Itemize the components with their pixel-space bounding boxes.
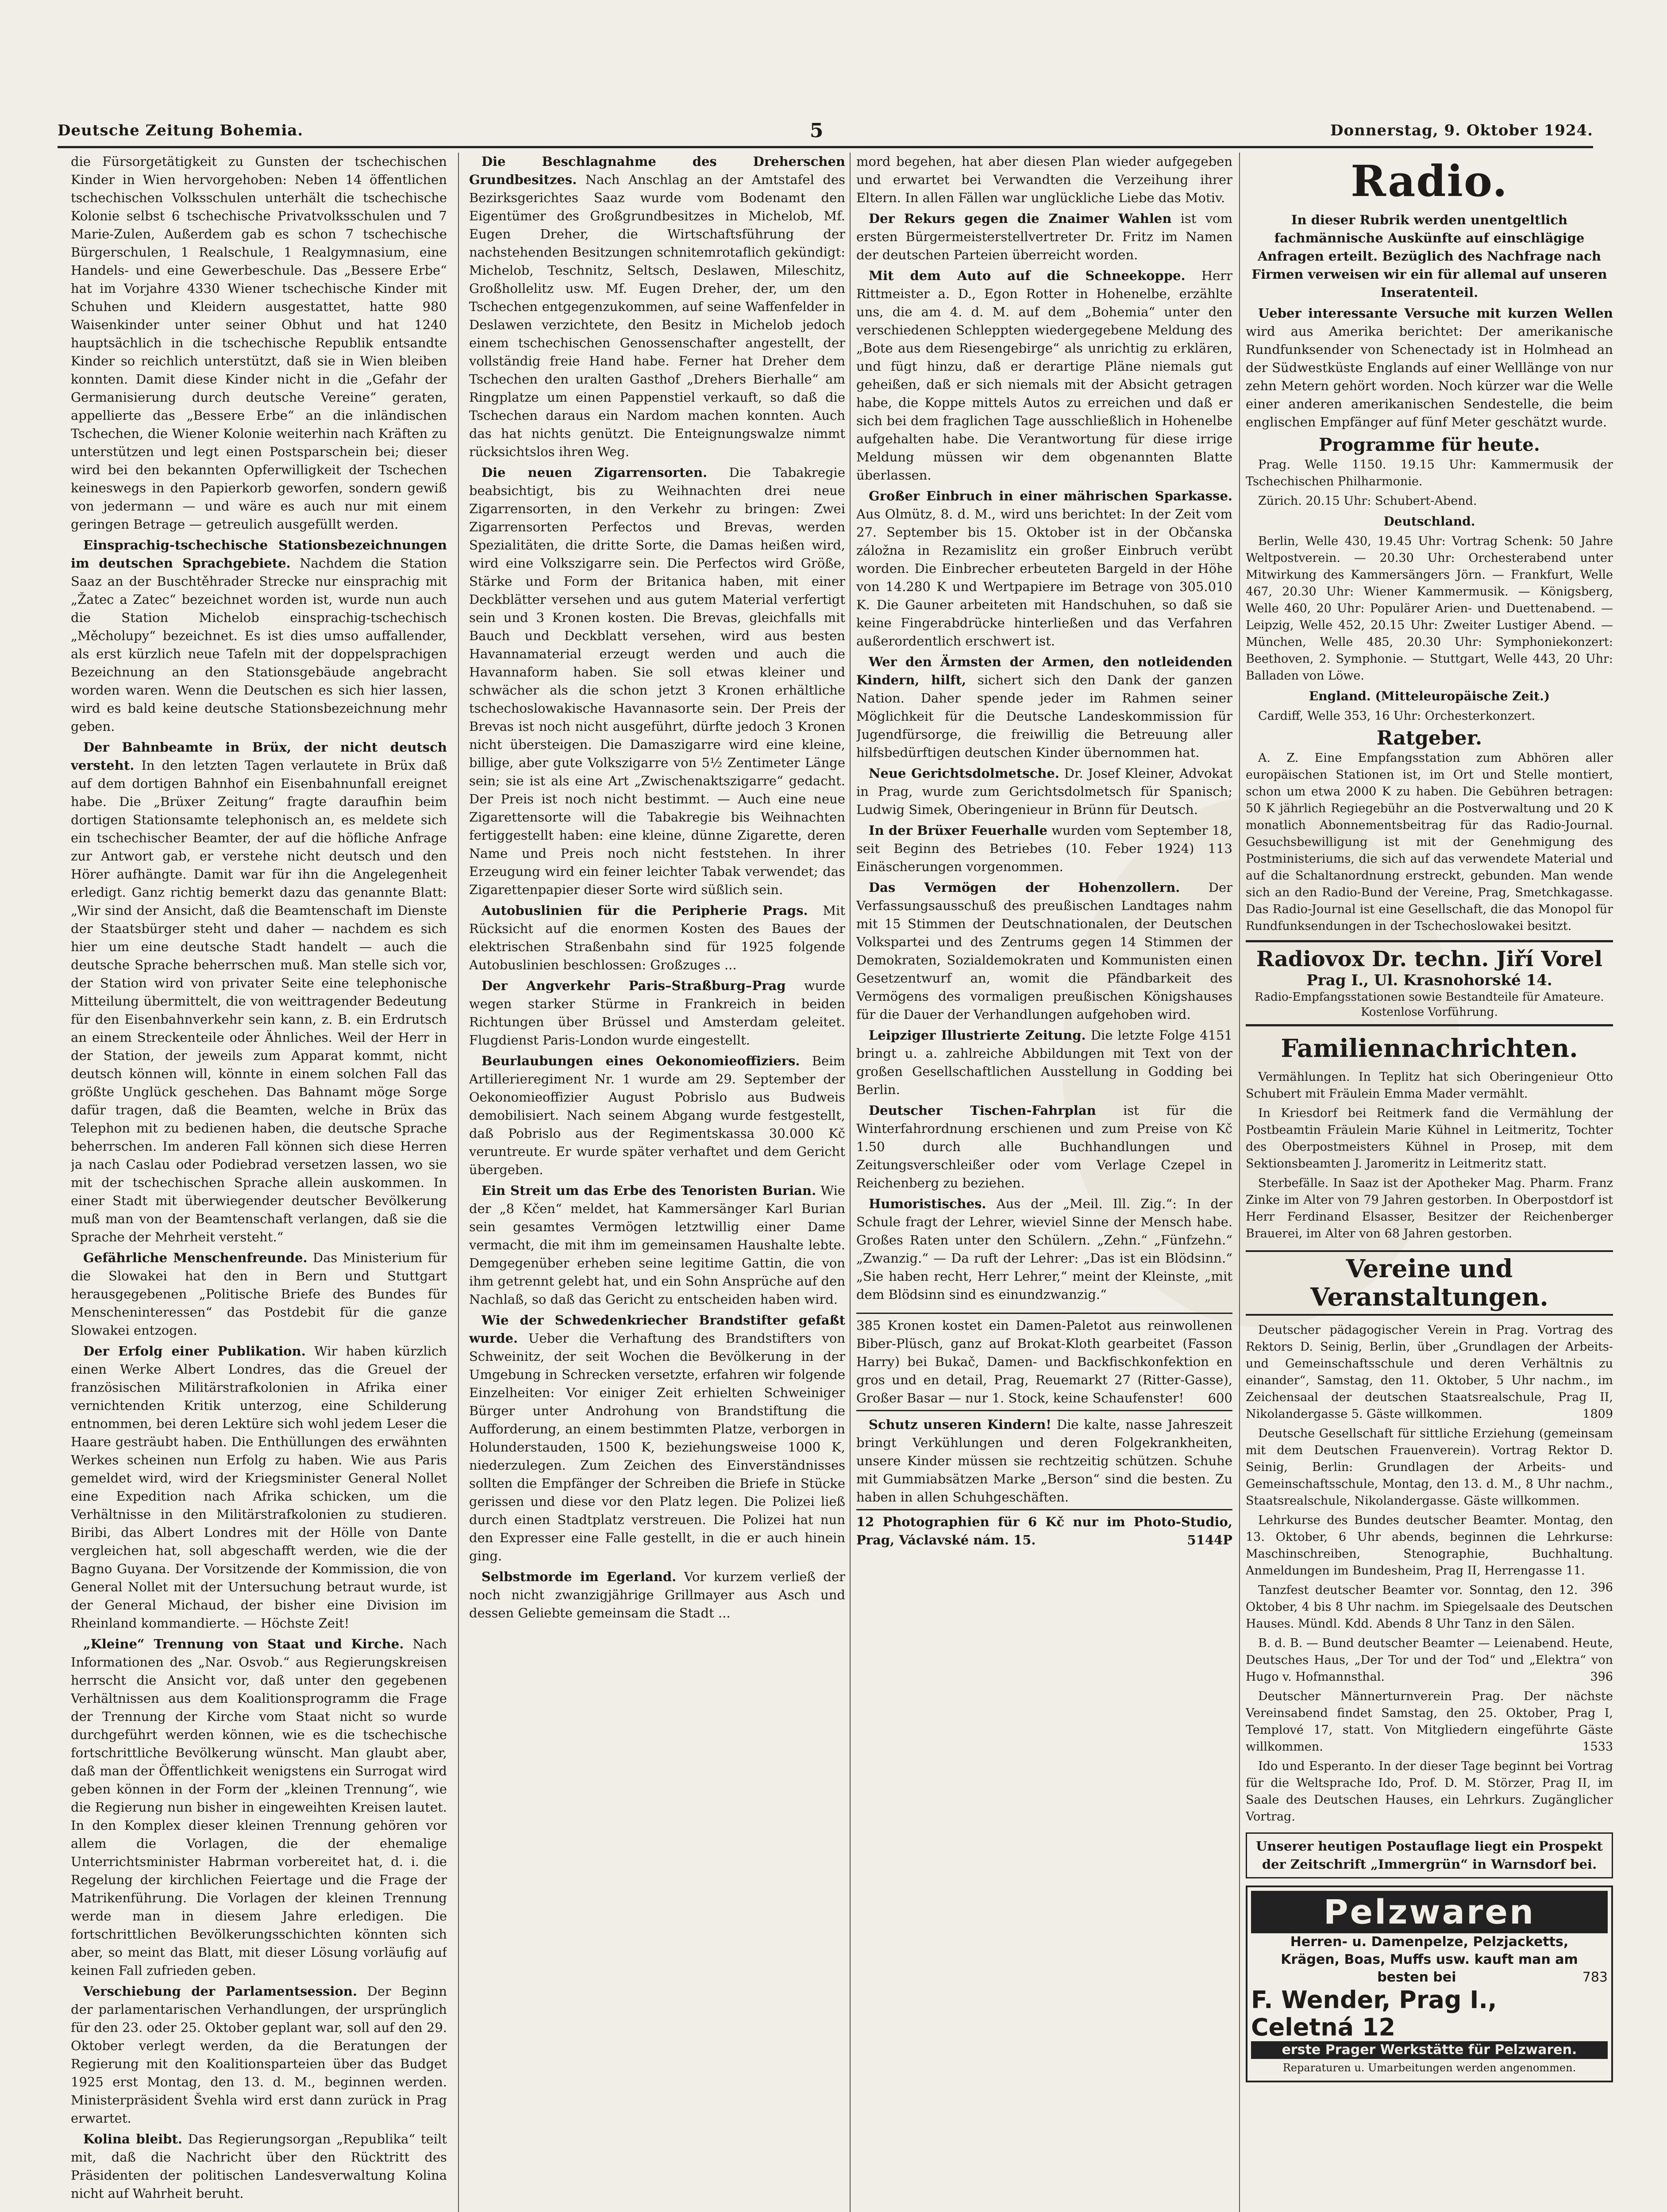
ad-tagline: erste Prager Werkstätte für Pelzwaren. [1251,2041,1608,2059]
column-divider [1239,153,1240,2212]
article [856,653,1232,762]
article-text: ist für die Winterfahrordnung erschienen und zum Preise von Kč 1.50 durch alle Buchhandlungen und Zeitungsverschleißer oder vom Verlage Czepel in Reichenberg zu beziehen. [856,1103,1232,1190]
article-text: sichert sich den Dank der ganzen Nation. Daher spende jeder im Rahmen seiner Möglichkeit für die Deutsche Landeskommission für Jugendfürsorge, die freiwillig die Betreuung aller hilfsbedürftigen deutschen Kinder übernommen hat. [856,672,1232,760]
article-text: Der Verfassungsausschuß des preußischen Landtages nahm mit 15 Stimmen der Deutschnationalen, der Deutschen Volkspartei und des Zentrums gegen 14 Stimmen der Demokraten, Sozialdemokraten und Kommunisten einen Gesetzentwurf an, womit die Pfändbarkeit des Vermögens des vormaligen preußischen Königshauses für die Dauer der Verhandlungen aufgehoben wird. [856,880,1232,1022]
family-notice: Vermählungen. In Teplitz hat sich Oberingenieur Otto Schubert mit Fräulein Emma Mader vermählt. [1246,1070,1613,1101]
column-2 [469,153,845,2212]
ad-code: 600 [1208,1390,1232,1406]
article-text: Die Tabakregie beabsichtigt, bis zu Weihnachten drei neue Zigarrensorten, in den Verkehr zu bringen: Zwei Zigarrensorten Perfectos und Brevas, werden Spezialitäten, die dritte Sorte, die Damas heißen wird, wird eine Volkszigarre sein. Die Perfectos wird Größe, Stärke und Form der Britanica haben, mit einer Deckblätter versehen und aus gutem Material verfertigt sein und 3 Kronen kosten. Die Brevas, gleichfalls mit Bauch und Deckblatt versehen, wird aus besten Havannamaterial erzeugt werden und auch die Havannaform haben. Sie soll etwas kleiner und schwächer als die schon jetzt 3 Kronen erhältliche tschechoslowakische Havannasorte sein. Der Preis der Brevas ist noch nicht ausgeführt, dürfte jedoch 3 Kronen nicht übersteigen. Die Damaszigarre wird eine kleine, billige, aber gute Volkszigarre von 5½ Zentimeter Länge sein; sie ist als eine Art „Zwischenaktszigarre“ gedacht. Der Preis ist noch nicht bestimmt. — Auch eine neue Zigarettensorte will die Tabakregie bis Weihnachten fertiggestellt haben: eine kleine, dünne Zigarette, deren Name und Preis noch nicht feststehen. In ihrer Erzeugung wird ein feiner leichter Tabak verwendet; das Zigarettenpapier dieser Sorte wird süßlich sein. [469,465,845,897]
article-text: wurden vom September 18, seit Beginn des Betriebes (10. Feber 1924) 113 Einäscherungen vorgenommen. [856,823,1232,874]
issue-date: Donnerstag, 9. Oktober 1924. [1330,122,1593,139]
event-notice [1246,1688,1613,1755]
article [856,1026,1232,1099]
event-text: Lehrkurse des Bundes deutscher Beamter. Montag, den 13. Oktober, 6 Uhr abends, beginnen die Lehrkurse: Maschinschreiben, Stenographie, Buchhaltung. Anmeldungen im Bundesheim, Prag II, Herrengasse 11. [1246,1513,1613,1578]
article-headline: Wer den Ärmsten der Armen, den notleidenden Kindern, hilft, [856,654,1232,687]
ad-code: 396 [1590,1670,1613,1684]
article-headline: Wie der Schwedenkriecher Brandstifter gefaßt wurde. [469,1313,845,1346]
ad-text: 12 Photographien für 6 Kč nur im Photo-Studio, Prag, Václavské nám. 15. [856,1514,1232,1548]
article-text: ist vom ersten Bürgermeisterstellvertreter Dr. Fritz im Namen der deutschen Parteien überreicht worden. [856,211,1232,262]
column-divider [458,153,459,2212]
article-headline: Gefährliche Menschenfreunde. [83,1250,308,1265]
article-text: A. Z. Eine Empfangsstation zum Abhören aller europäischen Stationen ist, im Ort und Stelle montiert, schon um etwa 2000 K zu haben. Die Gebühren betragen: 50 K jährlich Regiegebühr an die Postverwaltung und 20 K monatlich Abonnementsbeitrag für das Radio-Journal. Gesuchsbewilligung ist mit der Genehmigung des Postministeriums, die sich auf das verwendete Material und auf die Schaltanordnung erstreckt, gebunden. Man wende sich an den Radio-Bund der Vereine, Prag, Smetchkagasse. Das Radio-Journal ist eine Gesellschaft, die das Monopol für Rundfunksendungen in der Tschechoslowakei besitzt. [1246,751,1613,933]
header-rule [58,146,1593,148]
ad-footer: Reparaturen u. Umarbeitungen werden angenommen. [1282,2062,1576,2074]
ad-code: 783 [1582,1970,1608,1985]
article-headline: Das Vermögen der Hohenzollern. [869,880,1180,895]
article-text: Nach Informationen des „Nar. Osvob.“ aus Regierungskreisen herrscht die Ansicht vor, daß unter den gegebenen Verhältnissen aus dem Koalitionsprogramm die Frage der Trennung der Kirche vom Staat nicht so wurde durchgeführt werden können, wie es die tschechische fortschrittliche Bevölkerung wünscht. Man glaubt aber, daß man der Öffentlichkeit wenigstens ein Surrogat wird geben können in der Form der „kleinen Trennung“, wie die Regierung nun bisher in eingeweihten Kreisen lautet. In den Komplex dieser kleinen Trennung gehören vor allem die Vorlagen, die der ehemalige Unterrichtsminister Habrman vorbereitet hat, d. i. die Regelung der kirchlichen Feiertage und die Frage der Matrikenführung. Die Vorlagen der kleinen Trennung werde man in diesem Jahre erledigen. Die fortschrittlichen Bevölkerungsschichten könnten sich aber, so meint das Blatt, mit dieser Lösung vorläufig auf keinen Fall zufrieden geben. [71,1636,447,1978]
ad-code: 1809 [1582,1407,1613,1421]
article-headline: Selbstmorde im Egerland. [481,1569,677,1584]
ad-code: 5144P [1187,1532,1232,1548]
ad-line: Krägen, Boas, Muffs usw. kauft man am [1281,1952,1578,1967]
family-notice: Sterbefälle. In Saaz ist der Apotheker Mag. Pharm. Franz Zinke im Alter von 79 Jahren gestorben. In Oberpostdorf ist Herr Ferdinand Elsasser, Besitzer der Reichenberger Brauerei, im Alter von 68 Jahren gestorben. [1246,1176,1613,1240]
article-headline: Humoristisches. [869,1196,986,1211]
article-headline: Deutscher Tischen-Fahrplan [869,1103,1096,1118]
article [856,764,1232,819]
ad-address: Prag I., Ul. Krasnohorské 14. [1306,972,1552,989]
article-headline: In der Brüxer Feuerhalle [869,823,1047,838]
event-notice [1246,1635,1613,1686]
article-text: die Fürsorgetätigkeit zu Gunsten der tschechischen Kinder in Wien hervorgehoben: Neben 14 öffentlichen tschechischen Volksschulen unterhält die tschechische Kolonie selbst 6 tschechische Privatvolksschulen und 7 Marie-Zulen, Außerdem gab es schon 7 tschechische Bürgerschulen, 1 Realschule, 1 Realgymnasium, eine Handels- und eine Gewerbeschule. Das „Bessere Erbe“ hat im Vorjahre 4330 Wiener tschechische Kinder mit Schuhen und Kleidern ausgestattet, hatte 980 Waisenkinder unter seiner Obhut und hat 1240 hauptsächlich in die tschechische Republik entsandte Kinder so reichlich unterstützt, daß sie in Wien bleiben konnten. Damit diese Kinder nicht in die „Gefahr der Germanisierung durch deutsche Vereine“ geraten, appellierte das „Bessere Erbe“ an die inländischen Tschechen, die Wiener Kolonie weiterhin nach Kräften zu unterstützen und legt einen Postsparschein bei; dieser wird bei den bekannten Opferwilligkeit der Tschechen keineswegs in den Papierkorb geworfen, sondern gewiß von jedermann — und wäre es auch nur mit einem geringen Betrage — getreulich ausgefüllt werden. [71,154,447,532]
article [856,267,1232,484]
radio-intro: In dieser Rubrik werden unentgeltlich fachmännische Auskünfte auf einschlägige Anfragen erteilt. Bezüglich des Nachfrage nach Firmen verweisen wir ein für allemal auf unseren Inseratenteil. [1251,212,1607,300]
paper-name: Deutsche Zeitung Bohemia. [58,122,304,139]
programme-entry: Cardiff, Welle 353, 16 Uhr: Orchesterkonzert. [1258,709,1536,723]
article [856,487,1232,650]
article-text: Aus Olmütz, 8. d. M., wird uns berichtet: In der Zeit vom 27. September bis 15. Oktober ist in der Občanska záložna in Rezamislitz ein großer Einbruch verübt worden. Die Einbrecher erbeuteten Bargeld in der Höhe von 14.280 K und Wertpapiere im Betrage von 305.010 K. Die Gauner arbeiteten mit Handschuhen, so daß sie keine Fingerabdrücke hinterließen und das Verfahren außerordentlich erschwert ist. [856,507,1232,649]
article-text: Nach Anschlag an der Amtstafel des Bezirksgerichtes Saaz wurde vom Bodenamt den Eigentümer des Großgrundbesitzes in Michelob, Mf. Eugen Dreher, die Wirtschaftsführung der nachstehenden Besitzungen schnitemrotaflich gekündigt: Michelob, Teschnitz, Seltsch, Deslawen, Mileschitz, Großhollelitz usw. Mf. Eugen Dreher, der, um den Tschechen entgegenzukommen, auf seine Waffenfelder in Deslawen verzichtete, den Besitz in Michelob jedoch einem tschechischen Genossenschafter angestellt, der vollständig freie Hand habe. Ferner hat Dreher dem Tschechen den uralten Gasthof „Drehers Bierhalle“ am Ringplatze um einen Pappenstiel verkauft, so daß die Tschechen daraus ein Nardom machen konnten. Auch das hat nichts genützt. Die Enteignungswalze nimmt rücksichtslos ihren Weg. [469,172,845,459]
article-text: Dr. Josef Kleiner, Advokat in Prag, wurde zum Gerichtsdolmetsch für Spanisch; Ludwig Simek, Oberingenieur in Brünn für Deutsch. [856,766,1232,817]
familien-section-title: Familiennachrichten. [1281,1034,1578,1063]
article [71,1982,447,2128]
article-headline: Der Bahnbeamte in Brüx, der nicht deutsch versteht. [71,740,447,773]
article [469,1311,845,1565]
article [469,902,845,974]
article [856,1195,1232,1304]
article [71,1249,447,1340]
ad-line-text: besten bei [1377,1970,1456,1985]
article-headline: Die Beschlagnahme des Dreherschen Grundbesitzes. [469,154,845,187]
article-headline: Ein Streit um das Erbe des Tenoristen Burian. [481,1183,816,1198]
article [856,822,1232,876]
article-headline: Kolina bleibt. [83,2131,182,2147]
programme-entry: Berlin, Welle 430, 19.45 Uhr: Vortrag Schenk: 50 Jahre Weltpostverein. — 20.30 Uhr: Orchesterabend unter Mitwirkung des Kammersängers Jörn. — Frankfurt, Welle 467, 20.30 Uhr: Wiener Kammermusik. — Königsberg, Welle 460, 20 Uhr: Populärer Arien- und Duettenabend. — Leipzig, Welle 452, 20.15 Uhr: Zweiter Lustiger Abend. — München, Welle 485, 20.30 Uhr: Symphoniekonzert: Beethoven, 2. Symphonie. — Stuttgart, Welle 443, 20 Uhr: Balladen von Löwe. [1246,534,1613,683]
article-text: Die kalte, nasse Jahreszeit bringt Verkühlungen und deren Folgekrankheiten, unsere Kinder müssen sie rechtzeitig schützen. Schuhe mit Gummiabsätzen Marke „Berson“ sind die besten. Zu haben in allen Schuhgeschäften. [856,1417,1232,1505]
article-text: Das Regierungsorgan „Republika“ teilt mit, daß die Nachricht über den Rücktritt des Präsidenten der politischen Landesverwaltung Kolina nicht auf Wahrheit beruht. [71,2131,447,2201]
programme-entry: Prag. Welle 1150. 19.15 Uhr: Kammermusik der Tschechischen Philharmonie. [1246,458,1613,488]
article [469,464,845,899]
event-notice: Ido und Esperanto. In der dieser Tage beginnt bei Vortrag für die Weltsprache Ido, Prof. D. M. Störzer, Prag II, im Saale des Deutschen Hauses, ein Lehrkurs. Zugänglicher Vortrag. [1246,1759,1613,1824]
ad-description: Radio-Empfangsstationen sowie Bestandteile für Amateure. Kostenlose Vorführung. [1255,991,1604,1019]
article-text: Der Beginn der parlamentarischen Verhandlungen, der ursprünglich für den 23. oder 25. Oktober geplant war, soll auf den 29. Oktober verlegt werden, da die Beratungen der Regierung mit den Koalitionsparteien über das Budget 1925 erst Montag, den 13. d. M., beginnen werden. Ministerpräsident Švehla wird erst dann zurück in Prag erwartet. [71,1984,447,2126]
article-text: Wie der „8 Kčen“ meldet, hat Kammersänger Karl Burian sein gesamtes Vermögen letztwillig einer Dame vermacht, die mit ihm im gemeinsamen Haushalte lebte. Demgegenüber erheben seine legitime Gattin, die von ihm getrennt gelebt hat, und ein Sohn Ansprüche auf den Nachlaß, so daß das Gericht zu entscheiden haben wird. [469,1183,845,1307]
article-text: Wir haben kürzlich einen Werke Albert Londres, das die Greuel der französischen Militärstrafkolonien in Afrika einer vernichtenden Kritik unterzog, eine Schilderung entnommen, bei deren Lektüre sich wohl jedem Leser die Haare gesträubt haben. Die Enthüllungen des erwähnten Werkes scheinen nun Erfolg zu haben. Wie aus Paris gemeldet wird, wird der Kriegsminister General Nollet eine Expedition nach Afrika schicken, um die Verhältnisse in den Militärstrafkolonien zu studieren. Biribi, das Albert Londres mit der Hölle von Dante vergleichen hat, soll abgeschafft werden, wie die der Bagno Guyana. Der Vorsitzende der Kommission, die von General Nollet mit der Untersuchung betraut wurde, ist der General Michaud, der bisher eine Division im Rheinland kommandierte. — Höchste Zeit! [71,1344,447,1631]
article-headline: Leipziger Illustrierte Zeitung. [869,1028,1086,1043]
page-number: 5 [809,119,824,142]
article-headline: Autobuslinien für die Peripherie Prags. [481,903,808,918]
article-headline: Der Angverkehr Paris–Straßburg–Prag [481,978,786,993]
article-text: Aus der „Meil. Ill. Zig.“: In der Schule fragt der Lehrer, wieviel Sinne der Mensch habe. Großes Raten unter den Schülern. „Zehn.“ „Fünfzehn.“ „Zwanzig.“ — Da ruft der Lehrer: „Das ist ein Blödsinn.“ „Sie haben recht, Herr Lehrer,“ meint der Kleinste, „mit dem Blödsinn sind es einundzwanzig.“ [856,1196,1232,1302]
ad-line: Herren- u. Damenpelze, Pelzjacketts, [1290,1934,1569,1950]
article [469,1182,845,1309]
article-text: Ueber die Verhaftung des Brandstifters von Schweinitz, der seit Wochen die Bevölkerung in der Umgebung in Schrecken versetzte, erfahren wir folgende Einzelheiten: Vor einiger Zeit erhielten Schweiniger Bürger unter Androhung von Brandstiftung die Aufforderung, an einem bestimmten Platze, verborgen in Holunderstauden, 1500 K, beziehungsweise 1000 K, niederzulegen. Zum Zeichen des Einverständnisses sollten die Empfänger der Schreiben die Briefe in Stücke gerissen und diese vor den Platz legen. Die Polizei ließ durch einen Stadtplatz verstreuen. Die Polizei hat nun den Expresser eine Falle gestellt, in die er auch hinein ging. [469,1331,845,1563]
radio-section-title: Radio. [1351,156,1508,206]
article [71,1635,447,1980]
ad-firm: F. Wender, Prag I., Celetná 12 [1251,1986,1497,2041]
article-headline: Ueber interessante Versuche mit kurzen Wellen [1258,306,1613,321]
family-notice: In Kriesdorf bei Reitmerk fand die Vermählung der Postbeamtin Fräulein Marie Kühnel in Leitmeritz, Tochter des Oberpostmeisters Kühnel in Prosep, mit dem Sektionsbeamten J. Jaromeritz in Leitmeritz statt. [1246,1106,1613,1171]
article-headline: Der Erfolg einer Publikation. [83,1344,306,1359]
article [71,2130,447,2203]
article-headline: Großer Einbruch in einer mährischen Sparkasse. [869,488,1232,503]
article-text: Beim Artillerieregiment Nr. 1 wurde am 29. September der Oekonomieoffizier August Pobrislo aus Budweis demobilisiert. Nach seinem Abgang wurde festgestellt, daß Pobrislo aus der Regimentskassa 30.000 Kč veruntreute. Er wurde später verhaftet und dem Gericht übergeben. [469,1053,845,1177]
ad-code: 1533 [1582,1740,1613,1754]
event-notice: Deutsche Gesellschaft für sittliche Erziehung (gemeinsam mit dem Deutschen Frauenverein). Vortrag Rektor D. Seinig, Berlin: Grundlagen der Arbeits- und Gemeinschaftsschule, Montag, den 13. d. M., 8 Uhr nachm., Staatsrealschule, Nikolandergasse. Gäste willkommen. [1246,1427,1613,1508]
article-text: Herr Rittmeister a. D., Egon Rotter in Hohenelbe, erzählte uns, die am 4. d. M. auf dem „Bohemia“ unter den verschiedenen Schleppten wiedergegebene Meldung des „Bote aus dem Riesengebirge“ als unrichtig zu erklären, und fügt hinzu, daß er derartige Pläne niemals gut geheißen, daß er sich niemals mit der Absicht getragen habe, die Koppe mittels Autos zu erreichen und daß er sich bei dem fraglichen Tage ausschließlich in Hohenelbe aufgehalten habe. Die Verantwortung für diese irrige Meldung müssen wir dem obgenannten Blatte überlassen. [856,268,1232,483]
article [856,210,1232,264]
column-divider [850,153,851,2212]
article [856,1416,1232,1506]
article-text: wird aus Amerika berichtet: Der amerikanische Rundfunksender von Schenectady ist in Holmhead an der Südwestküste Englands auf einer Welllänge von nur zehn Metern gehört worden. Noch kürzer war die Welle einer anderen amerikanischen Sendestelle, die beim englischen Empfänger auf fünf Meter geschätzt wurde. [1246,324,1613,430]
article [71,738,447,1246]
article [469,153,845,461]
article-text: mord begehen, hat aber diesen Plan wieder aufgegeben und erwartet bei Verwandten die Verzeihung ihrer Eltern. In allen Fällen war unglückliche Liebe das Motiv. [856,154,1232,205]
event-text: B. d. B. — Bund deutscher Beamter — Leienabend. Heute, Deutsches Haus, „Der Tor und der Tod“ und „Elektra“ von Hugo v. Hofmannsthal. [1246,1636,1613,1684]
article-headline: Verschiebung der Parlamentsession. [83,1984,358,1999]
programme-title: Programme für heute. [1319,434,1540,455]
article-text: wurde wegen starker Stürme in Frankreich in beiden Richtungen über Brüssel und Amsterdam geleitet. Flugdienst Paris-London wurde eingestellt. [469,978,845,1048]
event-text: Deutscher Männerturnverein Prag. Der nächste Vereinsabend findet Samstag, den 25. Oktober, Prag I, Templové 17, statt. Von Mitgliedern eingeführte Gäste willkommen. [1246,1690,1613,1754]
ratgeber-title: Ratgeber. [1376,727,1482,749]
article-headline: Einsprachig-tschechische Stationsbezeichnungen im deutschen Sprachgebiete. [71,538,447,571]
article-text: Das Ministerium für die Slowakei hat den in Bern und Stuttgart herausgegebenen „Politische Briefe des Bundes für Menscheninteressen“ das Postdebit für die ganze Slowakei entzogen. [71,1250,447,1338]
fur-advertisement [1246,1886,1613,2082]
vereine-section-title: Vereine und Veranstaltungen. [1246,1250,1613,1316]
article-headline: Die neuen Zigarrensorten. [481,465,708,480]
article-headline: Neue Gerichtsdolmetsche. [869,766,1059,781]
ad-line [1251,1969,1608,1986]
article [469,1052,845,1179]
article-headline: „Kleine“ Trennung von Staat und Kirche. [83,1636,404,1651]
event-notice [1246,1322,1613,1423]
programme-entry: Zürich. 20.15 Uhr: Schubert-Abend. [1258,494,1477,508]
article-text: Vor kurzem verließ der noch nicht zwanzigjährige Grillmayer aus Asch und dessen Geliebte gemeinsam die Stadt ... [469,1569,845,1621]
ad-code: 396 [1590,1581,1613,1594]
event-text: Deutscher pädagogischer Verein in Prag. Vortrag des Rektors D. Seinig, Berlin, über „Grundlagen der Arbeits- und Gemeinschaftsschule und deren Verhältnis zu einander“, Samstag, den 11. Oktober, 5 Uhr nachm., im Zeichensaal der deutschen Staatsrealschule, Prag II, Nikolandergasse 5. Gäste willkommen. [1246,1323,1613,1421]
article-headline: Schutz unseren Kindern! [869,1417,1051,1432]
photo-advertisement [856,1509,1232,1549]
column-3 [856,153,1232,2212]
column-1 [71,153,447,2212]
ad-firm-name: Radiovox Dr. techn. Jiří Vorel [1256,947,1603,972]
ad-text: 385 Kronen kostet ein Damen-Paletot aus reinwollenen Biber-Plüsch, ganz auf Brokat-Kloth gearbeitet (Fasson Harry) bei Bukač, Damen- und Backfischkonfektion en gros und en detail, Prag, Reuemarkt 27 (Ritter-Gasse), Großer Basar — nur 1. Stock, keine Schaufenster! [856,1318,1232,1406]
article [1246,304,1613,431]
article-text: In den letzten Tagen verlautete in Brüx daß auf dem dortigen Bahnhof ein Eisenbahnunfall ereignet habe. Die „Brüxer Zeitung“ fragte daraufhin beim dortigen Stationsamte telephonisch an, es meldete sich ein tschechischer Beamter, der auf die höfliche Anfrage zur Antwort gab, er verstehe nicht deutsch und den Hörer aufhängte. Damit war für ihn die Angelegenheit erledigt. Ganz richtig bemerkt dazu das genannte Blatt: „Wir sind der Ansicht, daß die Beamtenschaft im Dienste der Staatsbürger steht und daher — nachdem es sich hier um eine deutsche Stadt handelt — auch die deutsche Sprache beherrschen muß. Man stelle sich vor, der Station wird von privater Seite eine telephonische Mitteilung übermittelt, die von weittragender Bedeutung für den Eisenbahnverkehr sein kann, z. B. ein Erdrutsch an einem Streckenteile oder Ähnliches. Weil der Herr in der Station, der jeweils zum Apparat kommt, nicht deutsch können will, könnte in einem solchen Fall das größte Unglück geschehen. Das Bahnamt möge Sorge dafür tragen, daß die Beamten, welche in Brüx das Telephon mit zu bedienen haben, die deutsche Sprache beherrschen. Im anderen Fall können sich diese Herren ja nach Caslau oder Podiebrad versetzen lassen, wo sie mit der tschechischen Sprache allein auskommen. In einer Stadt mit überwiegender deutscher Bevölkerung muß man von der Beamtenschaft verlangen, daß sie die Sprache der Mehrheit versteht.“ [71,758,447,1244]
event-notice [1246,1512,1613,1594]
article [856,1102,1232,1192]
article [856,879,1232,1024]
article-text: Nachdem die Station Saaz an der Buschtěhrader Strecke nur einsprachig mit „Žatec a Zatec“ bezeichnet worden ist, wurde nun auch die Station Michelob einsprachig-tschechisch „Měcholupy“ bezeichnet. Es ist dies umso auffallender, als erst kürzlich neue Tafeln mit der doppelsprachigen Bezeichnung an den Stationsgebäude angebracht worden waren. Wenn die Deutschen es sich hier lassen, wird es bald keine deutsche Stationsbezeichnung mehr geben. [71,556,447,734]
article [71,536,447,736]
supplement-notice: Unserer heutigen Postauflage liegt ein Prospekt der Zeitschrift „Immergrün“ in Warnsdorf bei. [1246,1832,1613,1878]
article-headline: Beurlaubungen eines Oekonomieoffiziers. [481,1053,800,1068]
programme-country: Deutschland. [1383,514,1475,529]
article-headline: Mit dem Auto auf die Schneekoppe. [869,268,1186,283]
coat-advertisement [856,1313,1232,1411]
ad-title: Pelzwaren [1251,1891,1608,1933]
running-head [58,117,1593,144]
event-notice: Tanzfest deutscher Beamter vor. Sonntag, den 12. Oktober, 4 bis 8 Uhr nachm. im Spiegelsaale des Deutschen Hauses. Mündl. Kdd. Abends 8 Uhr Tanz in den Sälen. [1246,1583,1613,1631]
article-text: Mit Rücksicht auf die enormen Kosten des Baues der elektrischen Straßenbahn sind für 1925 folgende Autobuslinien beschlossen: Großzuges ... [469,903,845,972]
article [71,1342,447,1632]
article-text: Die letzte Folge 4151 bringt u. a. zahlreiche Abbildungen mit Text von der großen Gesellschaftlichen Ausstellung in Godding bei Berlin. [856,1028,1232,1097]
column-4 [1246,153,1613,2212]
radiovox-advertisement [1246,940,1613,1026]
article-headline: Der Rekurs gegen die Znaimer Wahlen [869,211,1172,226]
article [469,1568,845,1622]
programme-country: England. (Mitteleuropäische Zeit.) [1309,689,1550,703]
article [469,977,845,1049]
